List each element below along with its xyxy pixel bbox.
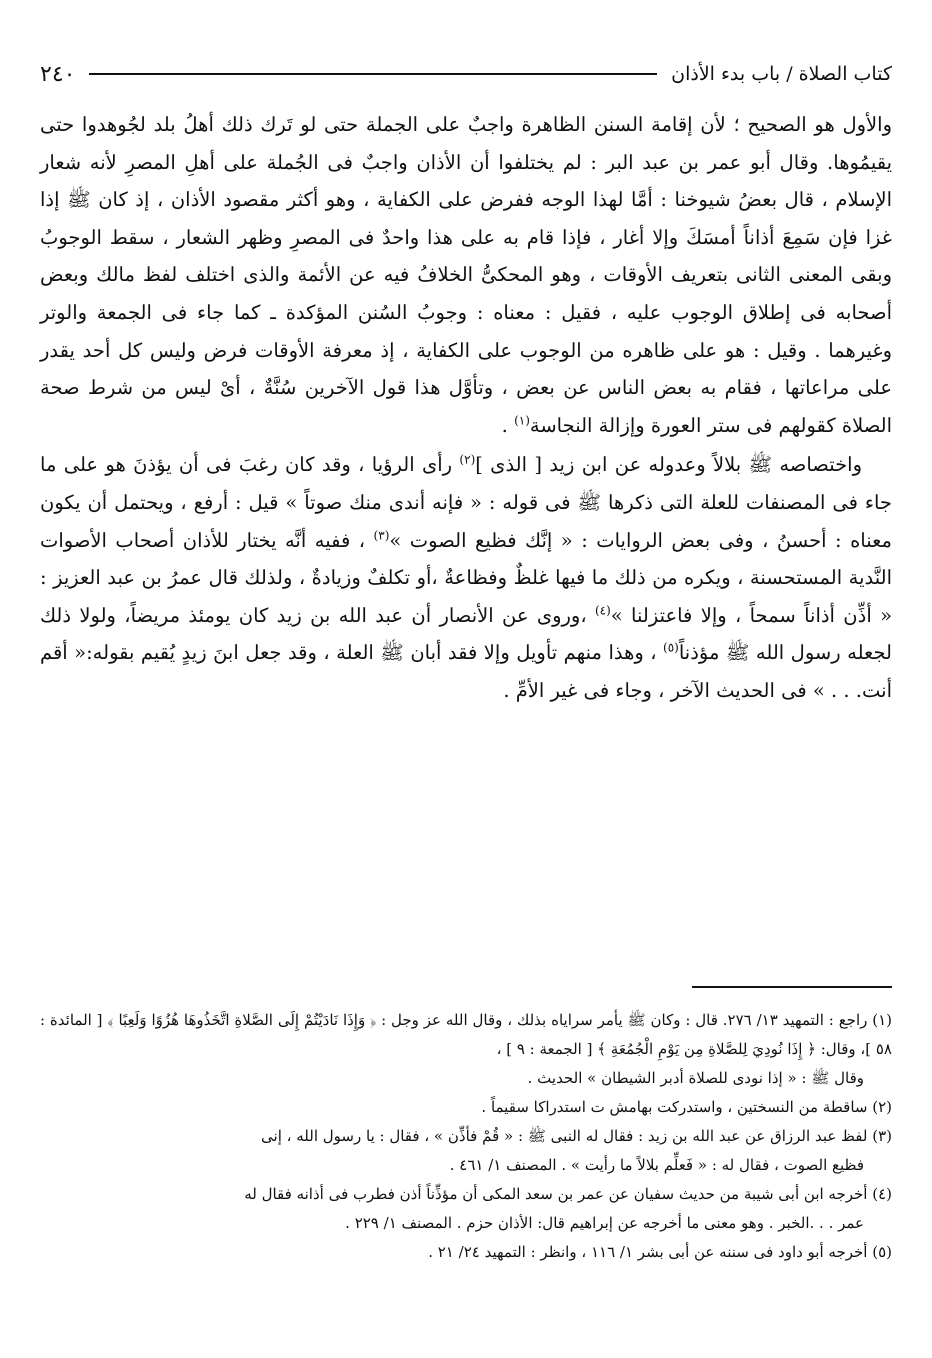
footnote-ref: (١)	[514, 413, 530, 428]
footnote-4	[40, 1180, 892, 1238]
page-header	[40, 56, 892, 92]
footnote-text: وقال ﷺ : « إذا نودى للصلاة أدبر الشيطان » الحديث .	[527, 1069, 864, 1087]
footnote-text: (٥) أخرجه أبو داود فى سننه عن أبى بشر ١/ ١١٦ ، وانظر : التمهيد ٢٤/ ٢١ .	[428, 1243, 892, 1261]
paragraph-text: رأى الرؤيا ، وقد كان رغبَ فى أن يؤذنَ هو على ما جاء فى المصنفات للعلة التى ذكرها ﷺ فى قوله : « فإنه أندى منك صوتاً » قيل : أرفع ، ويحتمل أن يكون معناه : أحسنُ ، وفى بعض الروايات : « إنَّك فظيع الصوت »	[40, 453, 892, 552]
paragraph-text: .	[501, 413, 515, 437]
paragraph	[40, 446, 892, 709]
paragraph-text: واختصاصه ﷺ بلالاً وعدوله عن ابن زيد [ الذى ]	[475, 453, 862, 477]
footnote-5	[40, 1238, 892, 1267]
paragraph-text: ، وهذا منهم تأويل وإلا فقد أبان ﷺ العلة ، وقد جعل ابنَ زيدٍ يُقيم بقوله:« أقم أنت. . . » فى الحديث الآخر ، وجاء فى غير الأمِّ .	[40, 641, 892, 702]
footnote-text: فظيع الصوت ، فقال له : « فَعلِّم بلالاً ما رأيت » . المصنف ١/ ٤٦١ .	[449, 1156, 864, 1174]
footnotes	[40, 1006, 892, 1267]
footnote-separator	[692, 986, 892, 988]
footnote-ref: (٢)	[459, 452, 476, 467]
page-number: ٢٤٠	[40, 61, 76, 87]
footnote-2	[40, 1093, 892, 1122]
footnote-ref: (٣)	[373, 528, 390, 543]
header-rule	[89, 73, 657, 75]
footnote-text: (٤) أخرجه ابن أبى شيبة من حديث سفيان عن عمر بن سعد المكى أن مؤذِّناً أذن فطرب فى أذانه فقال له	[244, 1185, 892, 1203]
footnote-1	[40, 1006, 892, 1093]
footnote-3	[40, 1122, 892, 1180]
footnote-text: (٢) ساقطة من النسختين ، واستدركت بهامش ت استدراكا سقيماً .	[481, 1098, 892, 1116]
paragraph-text: ،وروى عن الأنصار أن عبد الله بن زيد كان يومئذ مريضاً، ولولا ذلك لجعله رسول الله ﷺ مؤذناً	[40, 603, 892, 665]
footnote-ref: (٤)	[594, 603, 611, 618]
paragraph-text: ، ففيه أنَّه يختار للأذان أصحاب الأصوات النَّدية المستحسنة ، ويكره من ذلك ما فيها غلظٌ وفظاعةٌ ،أو تكلفٌ وزيادةٌ ، ولذلك قال عمرُ بن عبد العزيز : « أذِّن أذاناً سمحاً ، وإلا فاعتزلنا »	[40, 528, 892, 627]
footnote-text: (١) راجع : التمهيد ١٣/ ٢٧٦. قال : وكان ﷺ يأمر سراياه بذلك ، وقال الله عز وجل : ﴿ وَإِذَا نَادَيْتُمْ إِلَى الصَّلاةِ اتَّخَذُوهَا هُزُوًا وَلَعِبًا ﴾ [ المائدة : ٥٨ ]، وقال: ﴿ إِذَا نُودِيَ لِلصَّلاةِ مِن يَوْمِ الْجُمُعَةِ ﴾ [ الجمعة : ٩ ] ،	[40, 1011, 893, 1058]
footnote-text: (٣) لفظ عبد الرزاق عن عبد الله بن زيد : فقال له النبى ﷺ : « قُمْ فأذِّن » ، فقال : يا رسول الله ، إنى	[261, 1127, 892, 1145]
running-title: كتاب الصلاة / باب بدء الأذان	[671, 63, 892, 85]
paragraph-text: والأول هو الصحيح ؛ لأن إقامة السنن الظاهرة واجبٌ على الجملة حتى لو تَرك ذلك أهلُ بلد لجُوهدوا حتى يقيمُوها. وقال أبو عمر بن عبد البر : لم يختلفوا أن الأذان واجبٌ فى الجُملة على أهلِ المصرِ لأنه شعار الإسلام ، قال بعضُ شيوخنا : أمَّا لهذا الوجه ففرض على الكفاية ، وهو أكثر مقصود الأذان ، إذ كان ﷺ إذا غزا فإن سَمِعَ أذاناً أمسَكَ وإلا أغار ، فإذا قام به على هذا واحدٌ فى المصرِ وظهر الشعار ، سقط الوجوبُ وبقى المعنى الثانى بتعريف الأوقات ، وهو المحكىُّ الخلافُ فيه عن الأئمة والذى اختلف لفظ مالك وبعض أصحابه فى إطلاق الوجوب عليه ، فقيل : معناه : وجوبُ السُنن المؤكدة ـ كما جاء فى الجمعة والوتر وغيرهما . وقيل : هو على ظاهره من الوجوب على الكفاية ، إذ معرفة الأوقات فرض وليس كل أحد يقدر على مراعاتها ، فقام به بعض الناس عن بعض ، وتأوَّل هذا قول الآخرين سُنَّةٌ ، أىْ ليس من شرط صحة الصلاة كقولهم فى ستر العورة وإزالة النجاسة	[40, 113, 892, 437]
main-text	[40, 106, 892, 710]
book-page	[40, 56, 892, 1336]
footnote-ref: (٥)	[663, 640, 679, 655]
paragraph	[40, 106, 892, 444]
footnote-text: عمر . . .الخبر . وهو معنى ما أخرجه عن إبراهيم قال: الأذان حزم . المصنف ١/ ٢٢٩ .	[345, 1214, 864, 1232]
